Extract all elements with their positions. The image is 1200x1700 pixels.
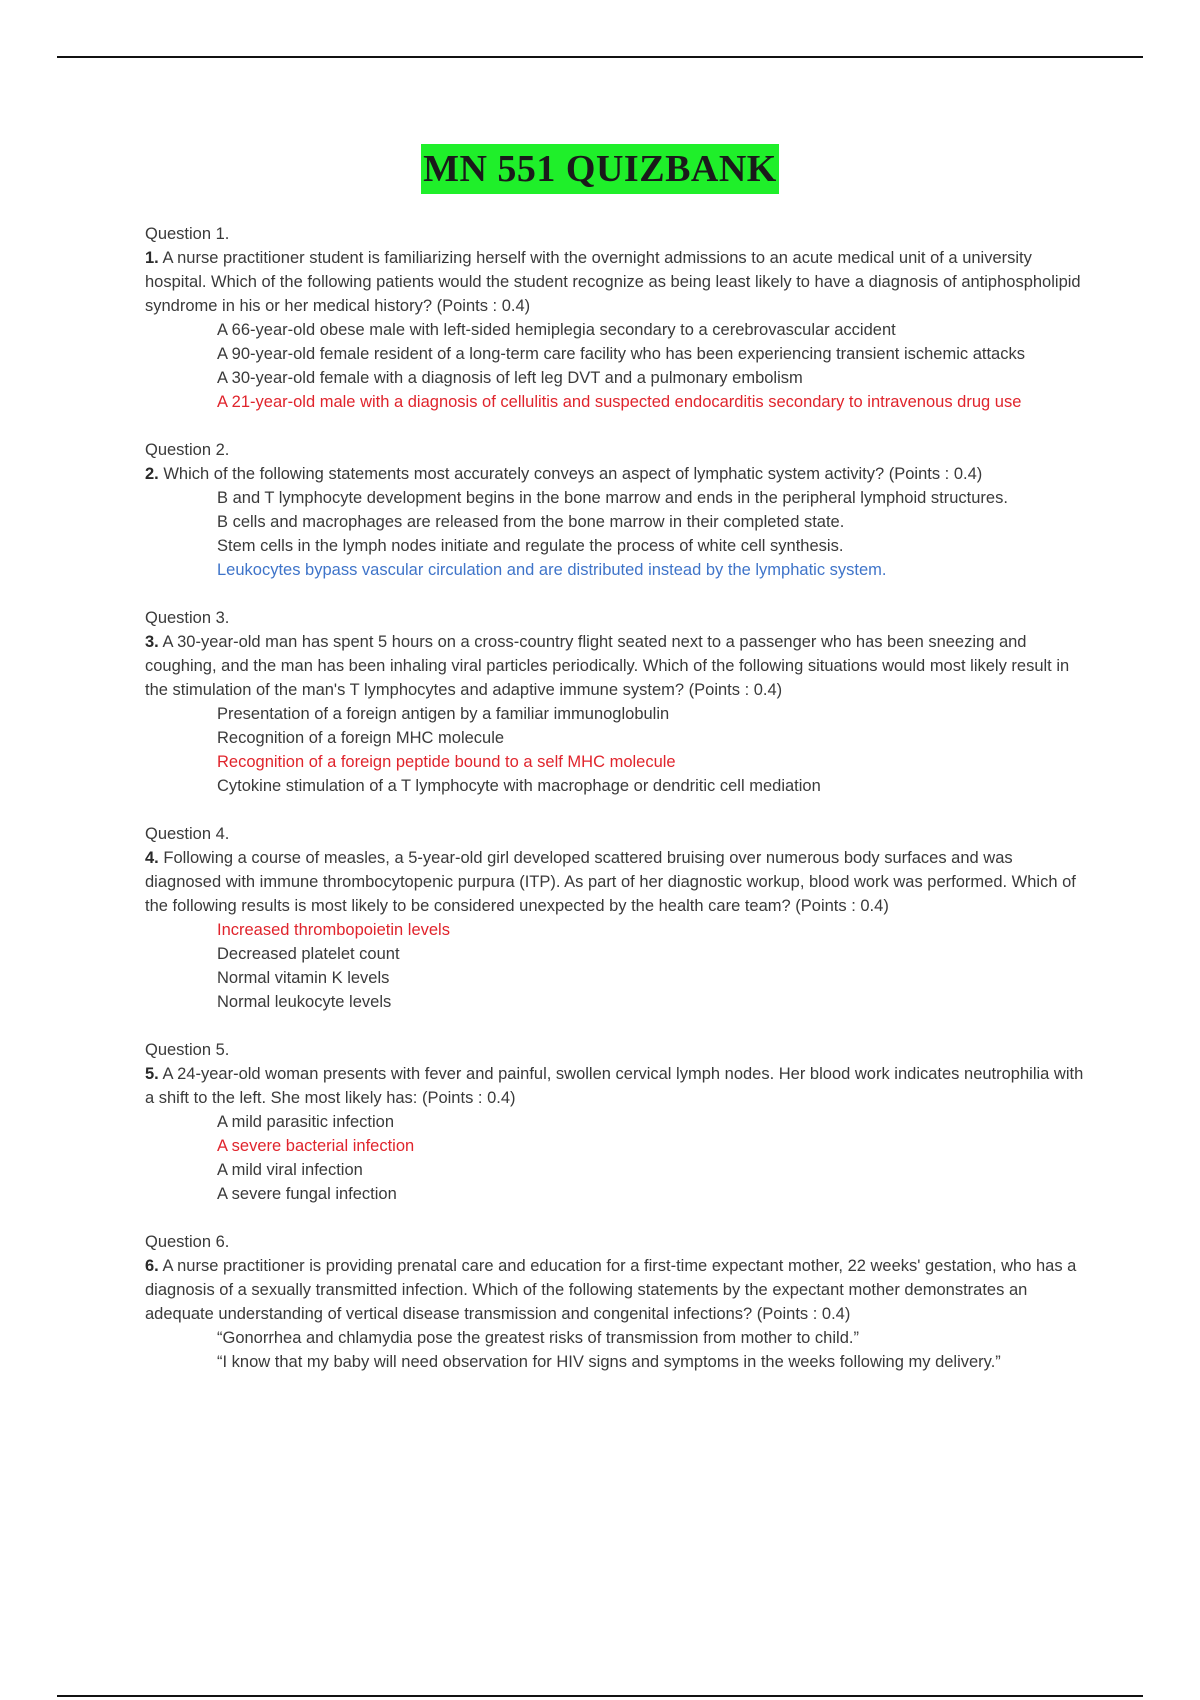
question-number: 3. [145, 633, 159, 651]
question-block [145, 606, 1085, 798]
question-number: 6. [145, 1257, 159, 1275]
question-stem: A 24-year-old woman presents with fever and painful, swollen cervical lymph nodes. Her blood work indicates neutrophilia with a shift to the left. She most likely has: (Points : 0.4) [145, 1065, 1084, 1107]
question-block [145, 438, 1085, 582]
answer-option: A mild parasitic infection [217, 1113, 394, 1131]
answer-option-highlighted: Increased thrombopoietin levels [217, 921, 450, 939]
answer-option-highlighted: A severe bacterial infection [217, 1137, 415, 1155]
question-block [145, 222, 1085, 414]
question-text [145, 630, 1085, 702]
answer-option: A mild viral infection [217, 1161, 363, 1179]
answer-option: A 90-year-old female resident of a long-term care facility who has been experiencing transient ischemic attacks [217, 345, 1025, 363]
question-stem: A 30-year-old man has spent 5 hours on a cross-country flight seated next to a passenger who has been sneezing and coughing, and the man has been inhaling viral particles periodically. Which of the following situations would most likely result in the stimulation of the man's T lymphocytes and adaptive immune system? (Points : 0.4) [145, 633, 1070, 699]
question-label: Question 5. [145, 1041, 230, 1059]
question-label: Question 2. [145, 441, 230, 459]
question-label: Question 4. [145, 825, 230, 843]
answer-option: A 30-year-old female with a diagnosis of left leg DVT and a pulmonary embolism [217, 369, 803, 387]
answer-option: Normal vitamin K levels [217, 969, 390, 987]
question-stem: A nurse practitioner is providing prenatal care and education for a first-time expectant mother, 22 weeks' gestation, who has a diagnosis of a sexually transmitted infection. Which of the following statements by the expectant mother demonstrates an adequate understanding of vertical disease transmission and congenital infections? (Points : 0.4) [145, 1257, 1077, 1323]
question-label: Question 1. [145, 225, 230, 243]
question-label: Question 6. [145, 1233, 230, 1251]
question-block [145, 1038, 1085, 1206]
question-number: 5. [145, 1065, 159, 1083]
answer-option: Stem cells in the lymph nodes initiate and regulate the process of white cell synthesis. [217, 537, 844, 555]
answer-options [145, 702, 1085, 798]
question-number: 4. [145, 849, 159, 867]
answer-options [145, 1326, 1085, 1374]
question-stem: Which of the following statements most accurately conveys an aspect of lymphatic system activity? (Points : 0.4) [163, 465, 983, 483]
answer-options [145, 486, 1085, 582]
question-text [145, 246, 1085, 318]
page-title: MN 551 QUIZBANK [421, 144, 779, 194]
answer-option: Presentation of a foreign antigen by a familiar immunoglobulin [217, 705, 670, 723]
answer-option: B and T lymphocyte development begins in the bone marrow and ends in the peripheral lymphoid structures. [217, 489, 1008, 507]
top-rule [57, 56, 1143, 58]
answer-option: “I know that my baby will need observation for HIV signs and symptoms in the weeks following my delivery.” [217, 1353, 1001, 1371]
question-stem: A nurse practitioner student is familiarizing herself with the overnight admissions to an acute medical unit of a university hospital. Which of the following patients would the student recognize as being least likely to have a diagnosis of antiphospholipid syndrome in his or her medical history? (Points : 0.4) [145, 249, 1081, 315]
answer-option: Cytokine stimulation of a T lymphocyte with macrophage or dendritic cell mediation [217, 777, 821, 795]
question-text [145, 846, 1085, 918]
answer-option: A severe fungal infection [217, 1185, 397, 1203]
answer-option-highlighted: A 21-year-old male with a diagnosis of cellulitis and suspected endocarditis secondary to intravenous drug use [217, 393, 1022, 411]
bottom-rule [57, 1695, 1143, 1697]
answer-option-highlighted: Leukocytes bypass vascular circulation and are distributed instead by the lymphatic system. [217, 561, 887, 579]
question-text [145, 462, 1085, 486]
title-container [0, 144, 1200, 194]
question-number: 2. [145, 465, 159, 483]
answer-options [145, 918, 1085, 1014]
answer-option: Decreased platelet count [217, 945, 400, 963]
answer-option: B cells and macrophages are released from the bone marrow in their completed state. [217, 513, 845, 531]
question-label: Question 3. [145, 609, 230, 627]
question-text [145, 1254, 1085, 1326]
answer-option: “Gonorrhea and chlamydia pose the greatest risks of transmission from mother to child.” [217, 1329, 859, 1347]
answer-option: Recognition of a foreign MHC molecule [217, 729, 505, 747]
answer-options [145, 318, 1085, 414]
question-text [145, 1062, 1085, 1110]
question-number: 1. [145, 249, 159, 267]
answer-option-highlighted: Recognition of a foreign peptide bound to a self MHC molecule [217, 753, 676, 771]
answer-option: A 66-year-old obese male with left-sided hemiplegia secondary to a cerebrovascular accident [217, 321, 896, 339]
question-block [145, 1230, 1085, 1374]
answer-option: Normal leukocyte levels [217, 993, 392, 1011]
answer-options [145, 1110, 1085, 1206]
question-stem: Following a course of measles, a 5-year-old girl developed scattered bruising over numerous body surfaces and was diagnosed with immune thrombocytopenic purpura (ITP). As part of her diagnostic workup, blood work was performed. Which of the following results is most likely to be considered unexpected by the health care team? (Points : 0.4) [145, 849, 1076, 915]
question-block [145, 822, 1085, 1014]
question-list [145, 222, 1085, 1398]
